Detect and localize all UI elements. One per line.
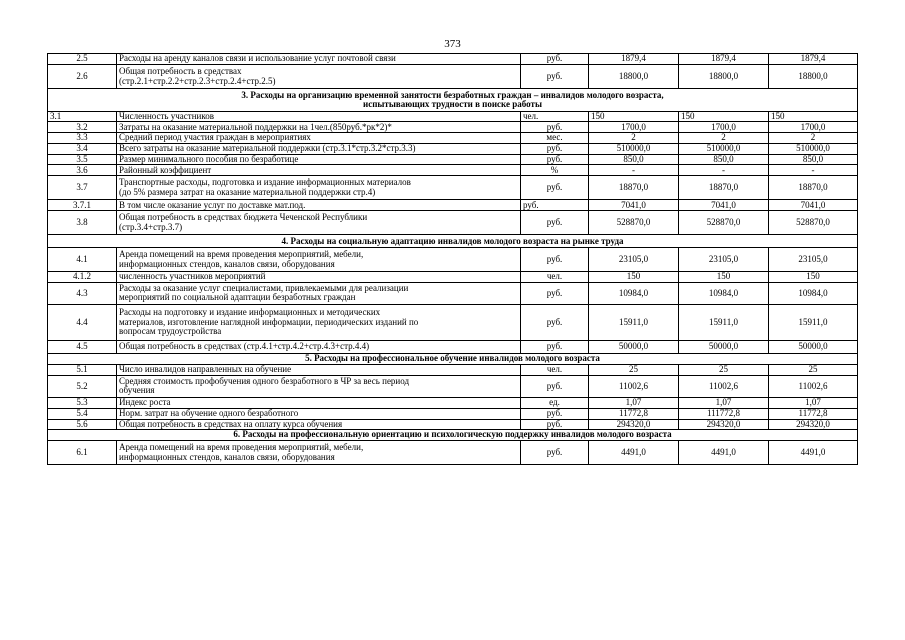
row-description: Транспортные расходы, подготовка и издание информационных материалов (до 5% размера затрат на оказание материальной поддержки стр.4) bbox=[117, 176, 521, 200]
row-description: Расходы за оказание услуг специалистами, привлекаемыми для реализации мероприятий по социальной адаптации безработных граждан bbox=[117, 282, 521, 304]
row-value-3: 25 bbox=[769, 364, 858, 375]
row-value-1: 1,07 bbox=[589, 397, 679, 408]
row-number: 5.2 bbox=[48, 375, 117, 397]
table-row bbox=[48, 375, 858, 397]
row-value-1: 528870,0 bbox=[589, 211, 679, 235]
row-value-1: 7041,0 bbox=[589, 200, 679, 211]
row-unit: руб. bbox=[521, 282, 589, 304]
row-unit: руб. bbox=[521, 122, 589, 133]
row-unit: чел. bbox=[521, 364, 589, 375]
section-title: 6. Расходы на профессиональную ориентацию и психологическую поддержку инвалидов молодого возраста bbox=[48, 430, 858, 441]
section-title: 4. Расходы на социальную адаптацию инвалидов молодого возраста на рынке труда bbox=[48, 235, 858, 248]
row-description: Общая потребность в средствах (стр.4.1+стр.4.2+стр.4.3+стр.4.4) bbox=[117, 340, 521, 353]
row-value-2: 23105,0 bbox=[679, 248, 769, 272]
row-number: 3.5 bbox=[48, 154, 117, 164]
row-value-3: 510000,0 bbox=[769, 143, 858, 154]
row-value-3: 150 bbox=[769, 272, 858, 282]
row-value-2: 7041,0 bbox=[679, 200, 769, 211]
table-row bbox=[48, 282, 858, 304]
section-title: 3. Расходы на организацию временной занятости безработных граждан – инвалидов молодого возраста, испытывающих трудности в поиске работы bbox=[48, 89, 858, 112]
row-description: Норм. затрат на обучение одного безработного bbox=[117, 408, 521, 419]
row-number: 6.1 bbox=[48, 441, 117, 465]
row-unit: % bbox=[521, 165, 589, 176]
row-value-2: 850,0 bbox=[679, 154, 769, 164]
row-value-3: 1,07 bbox=[769, 397, 858, 408]
row-value-3: 23105,0 bbox=[769, 248, 858, 272]
row-unit: руб. bbox=[521, 154, 589, 164]
table-row bbox=[48, 54, 858, 65]
row-value-3: 7041,0 bbox=[769, 200, 858, 211]
row-description: Всего затраты на оказание материальной поддержки (стр.3.1*стр.3.2*стр.3.3) bbox=[117, 143, 521, 154]
row-unit: руб. bbox=[521, 248, 589, 272]
row-value-2: 50000,0 bbox=[679, 340, 769, 353]
row-value-3: 1879,4 bbox=[769, 54, 858, 65]
row-value-1: 18800,0 bbox=[589, 65, 679, 89]
row-number: 5.1 bbox=[48, 364, 117, 375]
row-value-1: 23105,0 bbox=[589, 248, 679, 272]
section-title: 5. Расходы на профессиональное обучение инвалидов молодого возраста bbox=[48, 353, 858, 364]
row-value-2: 2 bbox=[679, 133, 769, 143]
row-value-2: 1700,0 bbox=[679, 122, 769, 133]
row-value-1: 2 bbox=[589, 133, 679, 143]
row-number: 3.7.1 bbox=[48, 200, 117, 211]
row-description: Расходы на аренду каналов связи и использование услуг почтовой связи bbox=[117, 54, 521, 65]
row-number: 3.6 bbox=[48, 165, 117, 176]
row-value-2: 150 bbox=[679, 272, 769, 282]
row-value-3: 294320,0 bbox=[769, 419, 858, 429]
table-row bbox=[48, 419, 858, 429]
row-description: Средний период участия граждан в мероприятиях bbox=[117, 133, 521, 143]
row-description: В том числе оказание услуг по доставке мат.под. bbox=[117, 200, 521, 211]
row-value-2: 10984,0 bbox=[679, 282, 769, 304]
row-value-3: 2 bbox=[769, 133, 858, 143]
row-value-3: 11772,8 bbox=[769, 408, 858, 419]
row-value-2: 150 bbox=[679, 112, 769, 122]
row-value-3: 850,0 bbox=[769, 154, 858, 164]
row-value-1: 11772,8 bbox=[589, 408, 679, 419]
row-value-1: 11002,6 bbox=[589, 375, 679, 397]
row-number: 4.3 bbox=[48, 282, 117, 304]
row-unit: руб. bbox=[521, 441, 589, 465]
row-value-2: 15911,0 bbox=[679, 304, 769, 340]
row-number: 3.2 bbox=[48, 122, 117, 133]
budget-table bbox=[47, 53, 858, 465]
row-description: Аренда помещений на время проведения мероприятий, мебели, информационных стендов, каналов связи, оборудования bbox=[117, 441, 521, 465]
row-value-1: 150 bbox=[589, 112, 679, 122]
row-value-3: 528870,0 bbox=[769, 211, 858, 235]
row-value-1: 18870,0 bbox=[589, 176, 679, 200]
table-row bbox=[48, 122, 858, 133]
table-row bbox=[48, 364, 858, 375]
row-description: Численность участников bbox=[117, 112, 521, 122]
row-value-2: 11002,6 bbox=[679, 375, 769, 397]
row-description: Затраты на оказание материальной поддержки на 1чел.(850руб.*рк*2)* bbox=[117, 122, 521, 133]
table-row bbox=[48, 304, 858, 340]
section-header-row bbox=[48, 235, 858, 248]
row-unit: руб. bbox=[521, 200, 589, 211]
row-unit: чел. bbox=[521, 272, 589, 282]
table-row bbox=[48, 154, 858, 164]
row-unit: руб. bbox=[521, 375, 589, 397]
row-value-3: 10984,0 bbox=[769, 282, 858, 304]
table-row bbox=[48, 408, 858, 419]
row-unit: руб. bbox=[521, 304, 589, 340]
row-description: Средняя стоимость профобучения одного безработного в ЧР за весь период обучения bbox=[117, 375, 521, 397]
row-value-3: 11002,6 bbox=[769, 375, 858, 397]
table-row bbox=[48, 340, 858, 353]
table-row bbox=[48, 143, 858, 154]
row-description: Общая потребность в средствах (стр.2.1+стр.2.2+стр.2.3+стр.2.4+стр.2.5) bbox=[117, 65, 521, 89]
row-number: 4.1 bbox=[48, 248, 117, 272]
row-value-3: 18870,0 bbox=[769, 176, 858, 200]
row-description: Общая потребность в средствах на оплату курса обучения bbox=[117, 419, 521, 429]
table-row bbox=[48, 133, 858, 143]
row-description: численность участников мероприятий bbox=[117, 272, 521, 282]
section-header-row bbox=[48, 430, 858, 441]
row-value-1: 15911,0 bbox=[589, 304, 679, 340]
row-description: Расходы на подготовку и издание информационных и методических материалов, изготовление наглядной информации, периодических изданий по вопросам трудоустройства bbox=[117, 304, 521, 340]
row-value-3: 18800,0 bbox=[769, 65, 858, 89]
row-value-1: - bbox=[589, 165, 679, 176]
row-value-2: 25 bbox=[679, 364, 769, 375]
row-unit: руб. bbox=[521, 340, 589, 353]
section-header-row bbox=[48, 89, 858, 112]
row-number: 3.3 bbox=[48, 133, 117, 143]
row-unit: руб. bbox=[521, 408, 589, 419]
row-description: Индекс роста bbox=[117, 397, 521, 408]
row-value-2: 18870,0 bbox=[679, 176, 769, 200]
row-number: 4.4 bbox=[48, 304, 117, 340]
table-row bbox=[48, 211, 858, 235]
row-unit: руб. bbox=[521, 65, 589, 89]
row-description: Общая потребность в средствах бюджета Чеченской Республики (стр.3.4+стр.3.7) bbox=[117, 211, 521, 235]
row-unit: чел. bbox=[521, 112, 589, 122]
row-value-1: 1700,0 bbox=[589, 122, 679, 133]
row-value-3: 1700,0 bbox=[769, 122, 858, 133]
row-unit: руб. bbox=[521, 176, 589, 200]
row-unit: руб. bbox=[521, 211, 589, 235]
row-number: 5.4 bbox=[48, 408, 117, 419]
table-row bbox=[48, 200, 858, 211]
row-value-1: 850,0 bbox=[589, 154, 679, 164]
row-value-3: - bbox=[769, 165, 858, 176]
table-row bbox=[48, 441, 858, 465]
row-number: 4.5 bbox=[48, 340, 117, 353]
row-number: 2.6 bbox=[48, 65, 117, 89]
row-number: 3.8 bbox=[48, 211, 117, 235]
row-unit: руб. bbox=[521, 54, 589, 65]
table-row bbox=[48, 112, 858, 122]
section-header-row bbox=[48, 353, 858, 364]
table-row bbox=[48, 272, 858, 282]
row-value-1: 150 bbox=[589, 272, 679, 282]
row-value-2: - bbox=[679, 165, 769, 176]
row-value-2: 528870,0 bbox=[679, 211, 769, 235]
row-value-2: 1879,4 bbox=[679, 54, 769, 65]
budget-table-body bbox=[48, 54, 858, 465]
page-number: 373 bbox=[444, 38, 461, 50]
row-value-2: 1,07 bbox=[679, 397, 769, 408]
row-number: 2.5 bbox=[48, 54, 117, 65]
row-number: 5.6 bbox=[48, 419, 117, 429]
row-number: 4.1.2 bbox=[48, 272, 117, 282]
row-number: 3.1 bbox=[48, 112, 117, 122]
row-value-1: 50000,0 bbox=[589, 340, 679, 353]
table-row bbox=[48, 65, 858, 89]
row-unit: ед. bbox=[521, 397, 589, 408]
row-number: 3.4 bbox=[48, 143, 117, 154]
row-value-3: 4491,0 bbox=[769, 441, 858, 465]
table-row bbox=[48, 397, 858, 408]
row-description: Число инвалидов направленных на обучение bbox=[117, 364, 521, 375]
row-number: 3.7 bbox=[48, 176, 117, 200]
row-value-2: 18800,0 bbox=[679, 65, 769, 89]
row-value-2: 4491,0 bbox=[679, 441, 769, 465]
row-number: 5.3 bbox=[48, 397, 117, 408]
row-value-1: 25 bbox=[589, 364, 679, 375]
row-value-3: 15911,0 bbox=[769, 304, 858, 340]
row-value-1: 10984,0 bbox=[589, 282, 679, 304]
row-value-2: 111772,8 bbox=[679, 408, 769, 419]
row-unit: руб. bbox=[521, 143, 589, 154]
table-row bbox=[48, 165, 858, 176]
row-value-2: 510000,0 bbox=[679, 143, 769, 154]
row-value-1: 1879,4 bbox=[589, 54, 679, 65]
row-value-3: 50000,0 bbox=[769, 340, 858, 353]
row-value-2: 294320,0 bbox=[679, 419, 769, 429]
row-description: Размер минимального пособия по безработице bbox=[117, 154, 521, 164]
row-value-1: 294320,0 bbox=[589, 419, 679, 429]
row-description: Аренда помещений на время проведения мероприятий, мебели, информационных стендов, каналов связи, оборудования bbox=[117, 248, 521, 272]
row-unit: руб. bbox=[521, 419, 589, 429]
table-row bbox=[48, 248, 858, 272]
row-description: Районный коэффициент bbox=[117, 165, 521, 176]
row-value-3: 150 bbox=[769, 112, 858, 122]
row-value-1: 4491,0 bbox=[589, 441, 679, 465]
row-unit: мес. bbox=[521, 133, 589, 143]
table-row bbox=[48, 176, 858, 200]
row-value-1: 510000,0 bbox=[589, 143, 679, 154]
